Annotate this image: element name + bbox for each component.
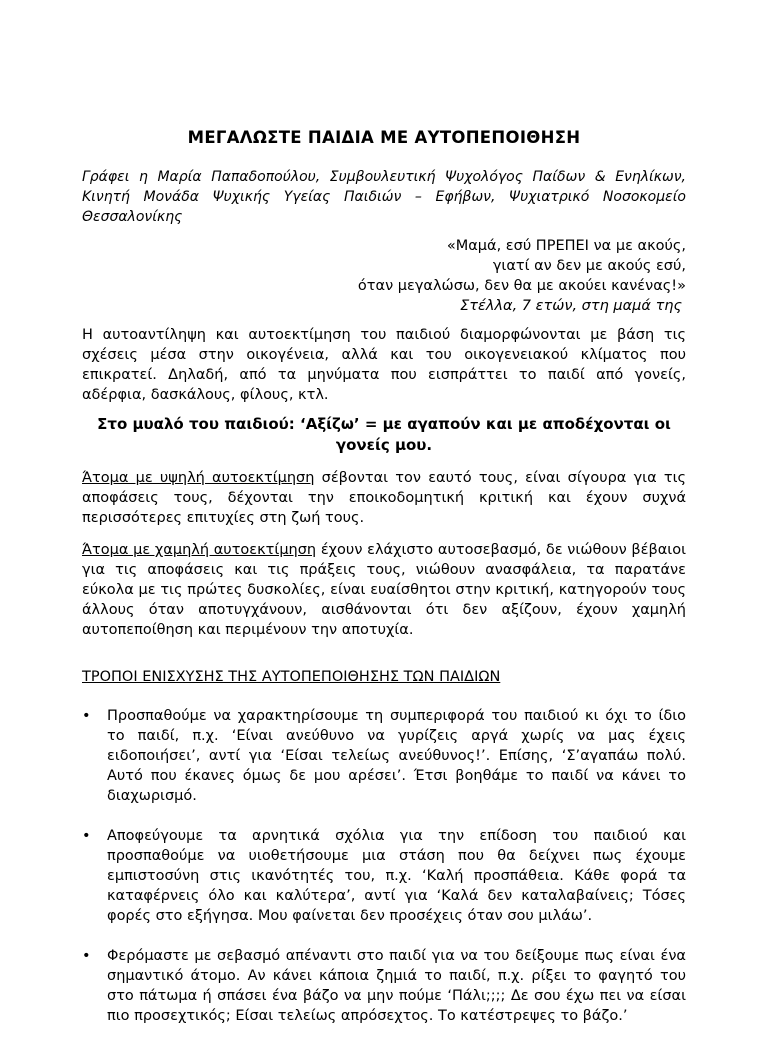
list-item-text: Φερόμαστε με σεβασμό απέναντι στο παιδί για να του δείξουμε πως είναι ένα σημαντικό άτομο. Αν κάνει κάποια ζημιά το παιδί, π.χ. ρίξει το φαγητό του στο πάτωμα ή σπάσει ένα βάζο να μην πούμε ‘Πάλι;;;; Δε σου έχω πει να είσαι πιο προσεχτικός; Είσαι τελείως απρόσεχτος. Το κατέστρεψες το βάζο.’ bbox=[107, 948, 686, 1024]
list-item bbox=[82, 706, 686, 806]
author-byline: Γράφει η Μαρία Παπαδοπούλου, Συμβουλευτική Ψυχολόγος Παίδων & Ενηλίκων, Κινητή Μονάδα Ψυχικής Υγείας Παιδιών – Εφήβων, Ψυχιατρικό Νοσοκομείο Θεσσαλονίκης bbox=[82, 169, 686, 225]
bullet-icon: • bbox=[82, 828, 91, 844]
bullet-icon: • bbox=[82, 708, 91, 724]
low-self-esteem-paragraph bbox=[82, 540, 686, 640]
list-item-text: Προσπαθούμε να χαρακτηρίσουμε τη συμπεριφορά του παιδιού κι όχι το ίδιο το παιδί, π.χ. ‘Είναι ανεύθυνο να γυρίζεις αργά χωρίς να μας έχεις ειδοποιήσει’, αντί για ‘Είσαι τελείως ανεύθυνος!’. Επίσης, ‘Σ’αγαπάω πολύ. Αυτό που έκανες όμως δε μου αρέσει’. Έτσι βοηθάμε το παιδί να κάνει το διαχωρισμό. bbox=[107, 708, 686, 804]
high-self-esteem-paragraph bbox=[82, 468, 686, 528]
low-self-esteem-text: έχουν ελάχιστο αυτοσεβασμό, δε νιώθουν βέβαιοι για τις αποφάσεις και τις πράξεις τους, νιώθουν ανασφάλεια, τα παρατάνε εύκολα με τις πρώτες δυσκολίες, είναι ευαίσθητοι στην κριτική, κατηγορούν τους άλλους όταν αποτυγχάνουν, αισθάνονται ότι δεν αξίζουν, έχουν χαμηλή αυτοπεποίθηση και περιμένουν την αποτυχία. bbox=[82, 542, 686, 638]
high-self-esteem-text: σέβονται τον εαυτό τους, είναι σίγουρα για τις αποφάσεις τους, δέχονται την εποικοδομητική κριτική και έχουν συχνά περισσότερες επιτυχίες στη ζωή τους. bbox=[82, 470, 686, 526]
emphasis-statement: Στο μυαλό του παιδιού: ‘Αξίζω’ = με αγαπούν και με αποδέχονται οι γονείς μου. bbox=[97, 415, 671, 454]
page-title: ΜΕΓΑΛΩΣΤΕ ΠΑΙΔΙΑ ΜΕ ΑΥΤΟΠΕΠΟΙΘΗΣΗ bbox=[187, 128, 581, 147]
low-self-esteem-term: Άτομα με χαμηλή αυτοεκτίμηση bbox=[82, 542, 317, 558]
tips-list bbox=[82, 706, 686, 1046]
list-item-text: Αποφεύγουμε τα αρνητικά σχόλια για την επίδοση του παιδιού και προσπαθούμε να υιοθετήσουμε μια στάση που θα δείχνει πως έχουμε εμπιστοσύνη στις ικανότητές του, π.χ. ‘Καλή προσπάθεια. Κάθε φορά τα καταφέρνεις όλο και καλύτερα’, αντί για ‘Καλά δεν καταλαβαίνεις; Τόσες φορές στο εξήγησα. Μου φαίνεται δεν προσέχεις όταν σου μιλάω’. bbox=[107, 828, 686, 924]
quote-line: όταν μεγαλώσω, δεν θα με ακούει κανένας!» bbox=[357, 278, 686, 294]
quote-attribution: Στέλλα, 7 ετών, στη μαμά της bbox=[460, 298, 682, 314]
bullet-icon: • bbox=[82, 948, 91, 964]
opening-quote bbox=[358, 236, 686, 316]
list-item bbox=[82, 946, 686, 1026]
high-self-esteem-term: Άτομα με υψηλή αυτοεκτίμηση bbox=[82, 470, 315, 486]
intro-paragraph: Η αυτοαντίληψη και αυτοεκτίμηση του παιδιού διαμορφώνονται με βάση τις σχέσεις μέσα στην οικογένεια, αλλά και του οικογενειακού κλίματος που επικρατεί. Δηλαδή, από τα μηνύματα που εισπράττει το παιδί από γονείς, αδέρφια, δασκάλους, φίλους, κτλ. bbox=[82, 327, 686, 403]
section-heading: ΤΡΟΠΟΙ ΕΝΙΣΧΥΣΗΣ ΤΗΣ ΑΥΤΟΠΕΠΟΙΘΗΣΗΣ ΤΩΝ ΠΑΙΔΙΩΝ bbox=[82, 669, 501, 685]
list-item bbox=[82, 826, 686, 926]
quote-line: γιατί αν δεν με ακούς εσύ, bbox=[492, 258, 686, 274]
quote-line: «Μαμά, εσύ ΠΡΕΠΕΙ να με ακούς, bbox=[446, 238, 686, 254]
